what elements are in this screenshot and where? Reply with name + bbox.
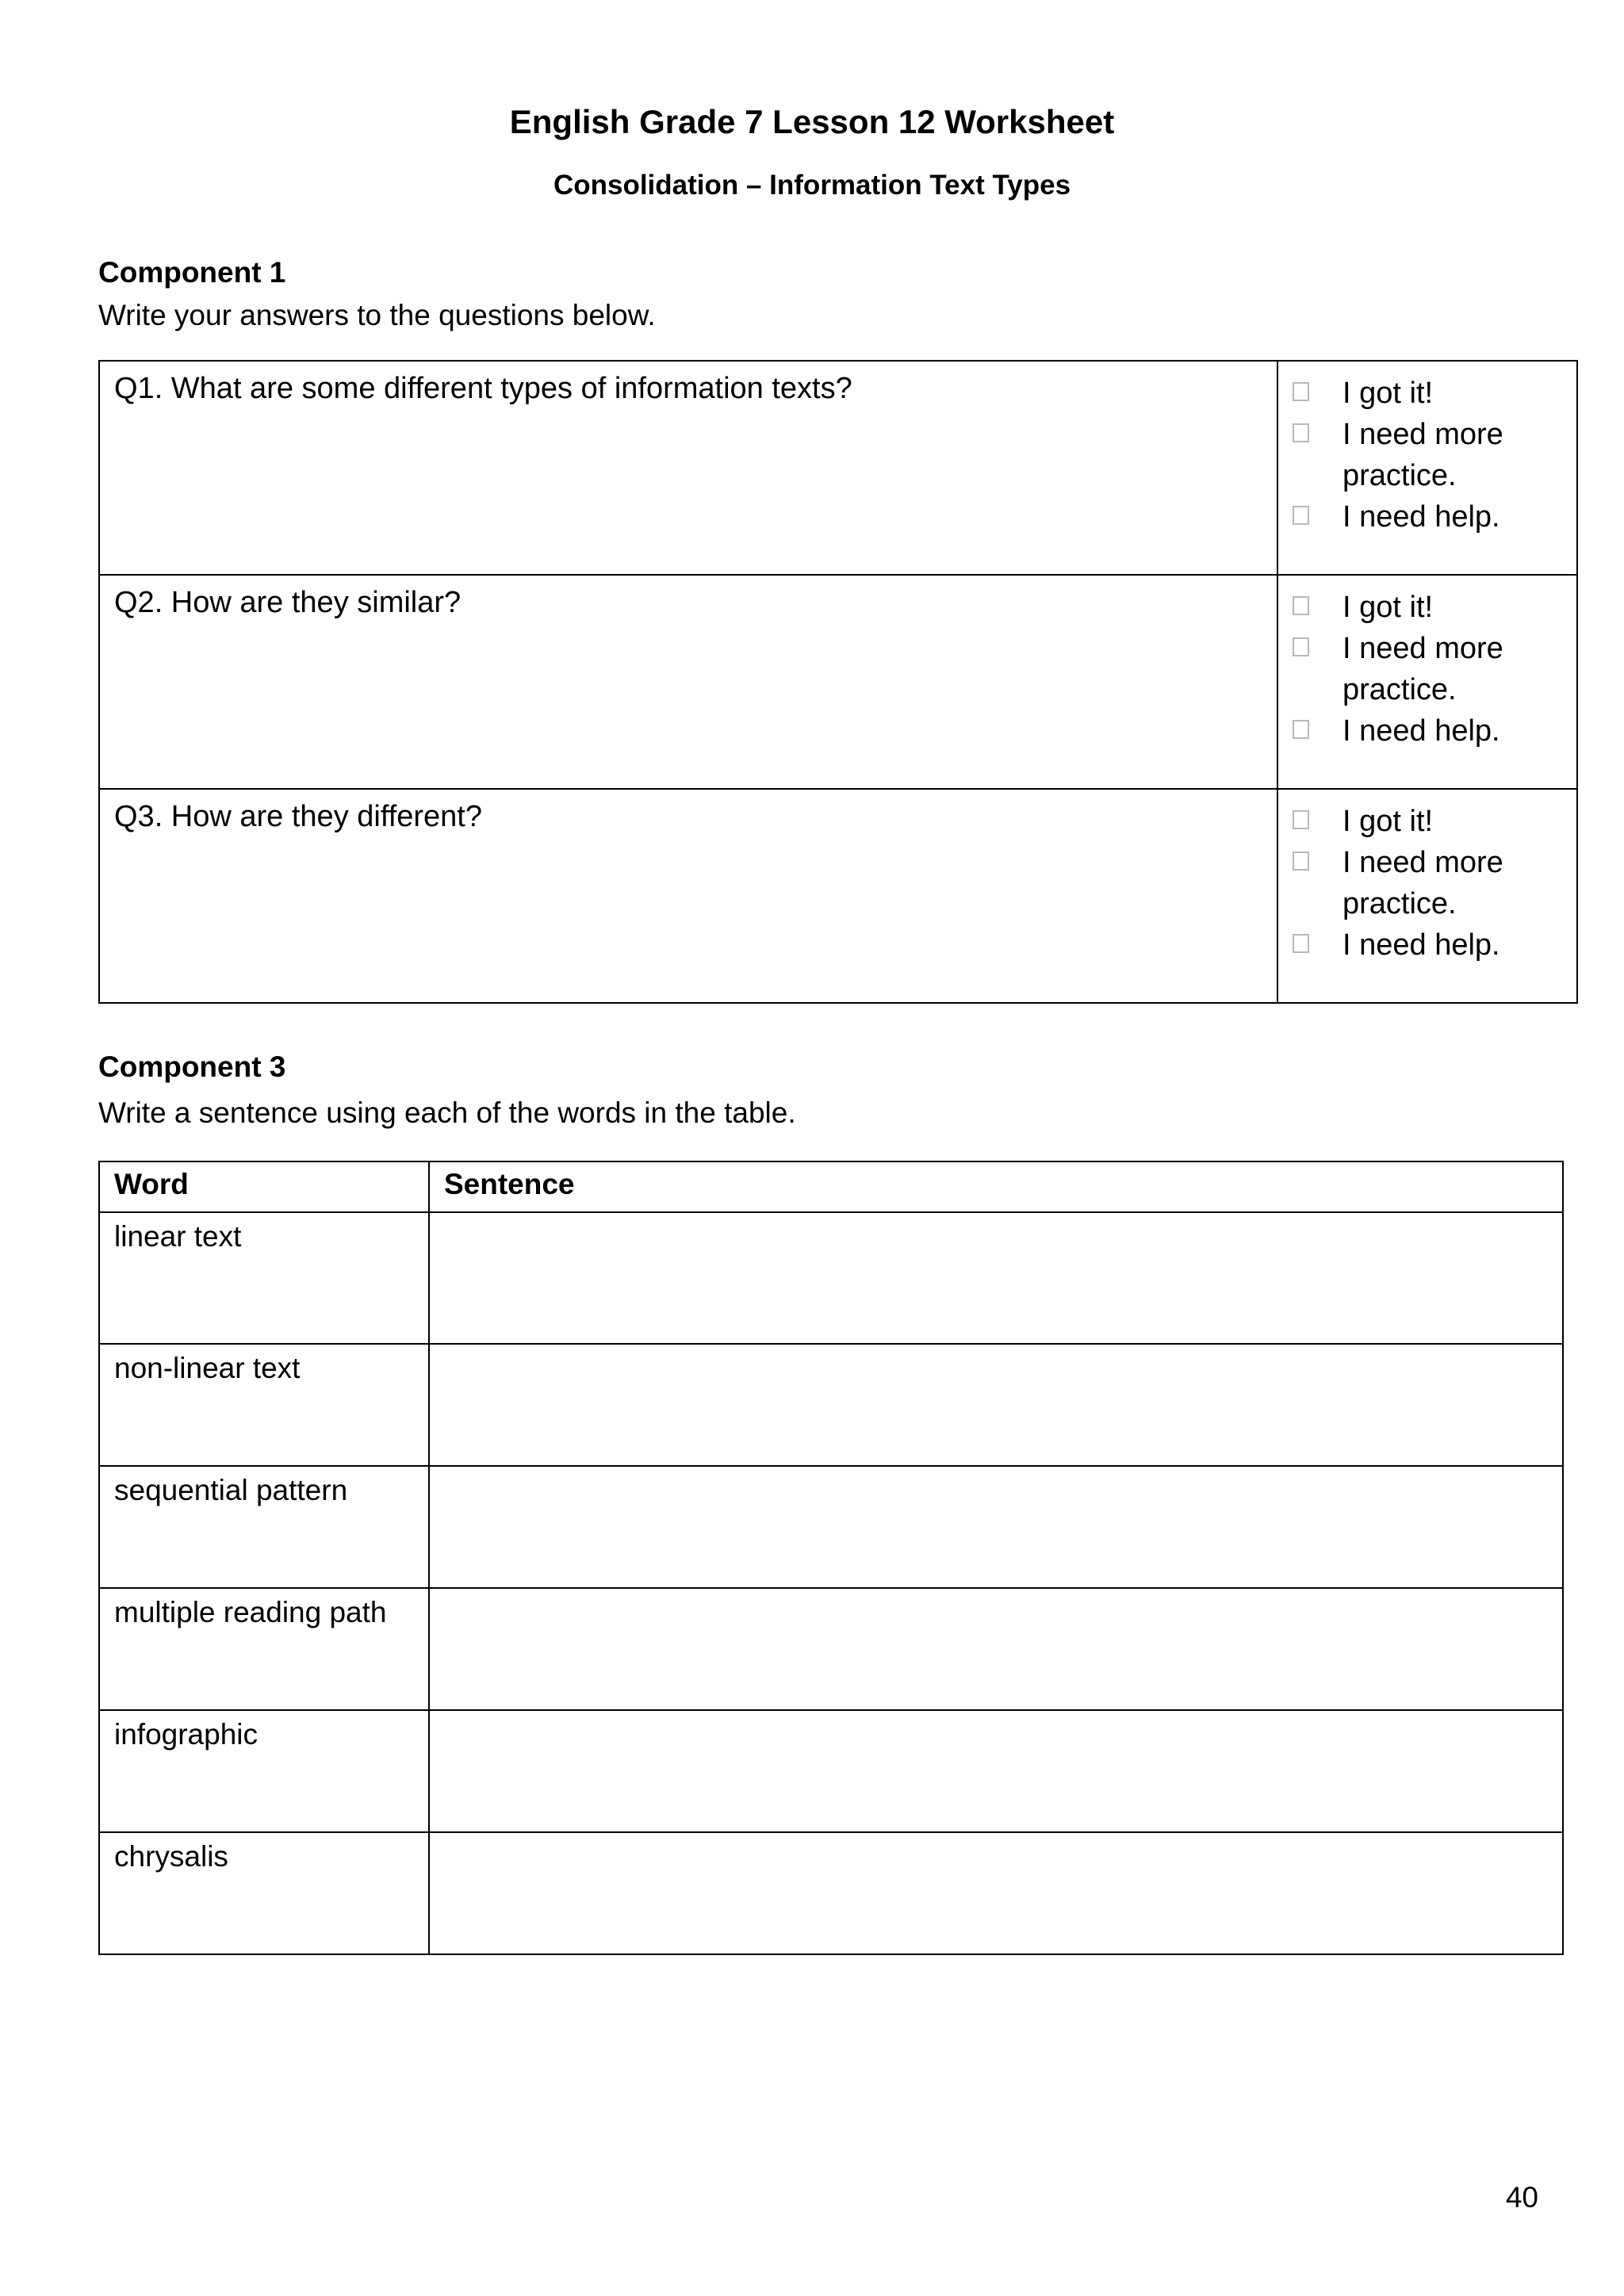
question-row [99,361,1577,575]
checkbox-icon[interactable] [1293,720,1309,739]
self-assessment-cell [1277,789,1577,1003]
question-row [99,575,1577,789]
question-text: Q2. How are they similar? [114,586,462,619]
page-subtitle: Consolidation – Information Text Types [553,170,1071,201]
answer-cell[interactable] [99,789,1277,1003]
option-need-practice[interactable]: I need more practice. [1293,628,1576,710]
answer-cell[interactable] [99,575,1277,789]
sentence-cell[interactable] [429,1344,1563,1466]
option-need-help[interactable]: I need help. [1293,924,1576,966]
question-row [99,789,1577,1003]
option-need-practice[interactable]: I need more practice. [1293,842,1576,924]
table-row [99,1466,1563,1588]
word-cell: linear text [99,1212,429,1344]
option-got-it[interactable]: I got it! [1293,801,1576,842]
checkbox-icon[interactable] [1293,851,1309,871]
sentence-cell[interactable] [429,1710,1563,1832]
checkbox-icon[interactable] [1293,637,1309,656]
component-1-heading: Component 1 [98,256,286,289]
question-text: Q1. What are some different types of information texts? [114,372,852,405]
option-need-practice[interactable]: I need more practice. [1293,414,1576,496]
component-3-instruction: Write a sentence using each of the words in the table. [98,1096,796,1129]
page-number: 40 [1505,2181,1538,2214]
sentence-cell[interactable] [429,1466,1563,1588]
question-text: Q3. How are they different? [114,800,482,833]
table-row [99,1588,1563,1710]
checkbox-icon[interactable] [1293,423,1309,442]
page-title: English Grade 7 Lesson 12 Worksheet [509,103,1115,140]
option-got-it[interactable]: I got it! [1293,373,1576,414]
checkbox-icon[interactable] [1293,382,1309,401]
table-row [99,1212,1563,1344]
word-cell: infographic [99,1710,429,1832]
word-cell: multiple reading path [99,1588,429,1710]
table-row [99,1832,1563,1954]
option-need-help[interactable]: I need help. [1293,710,1576,752]
self-assessment-cell [1277,575,1577,789]
column-header-word: Word [99,1161,429,1212]
table-row [99,1344,1563,1466]
checkbox-icon[interactable] [1293,596,1309,615]
answer-cell[interactable] [99,361,1277,575]
sentence-cell[interactable] [429,1588,1563,1710]
table-row [99,1710,1563,1832]
component-3-heading: Component 3 [98,1050,286,1083]
word-cell: chrysalis [99,1832,429,1954]
questions-table [98,360,1578,1004]
sentence-cell[interactable] [429,1832,1563,1954]
checkbox-icon[interactable] [1293,810,1309,829]
table-header-row [99,1161,1563,1212]
word-cell: sequential pattern [99,1466,429,1588]
sentence-cell[interactable] [429,1212,1563,1344]
option-need-help[interactable]: I need help. [1293,496,1576,538]
component-1-instruction: Write your answers to the questions below. [98,299,656,331]
word-cell: non-linear text [99,1344,429,1466]
vocabulary-table [98,1161,1564,1955]
checkbox-icon[interactable] [1293,934,1309,953]
checkbox-icon[interactable] [1293,506,1309,525]
self-assessment-cell [1277,361,1577,575]
option-got-it[interactable]: I got it! [1293,587,1576,628]
column-header-sentence: Sentence [429,1161,1563,1212]
